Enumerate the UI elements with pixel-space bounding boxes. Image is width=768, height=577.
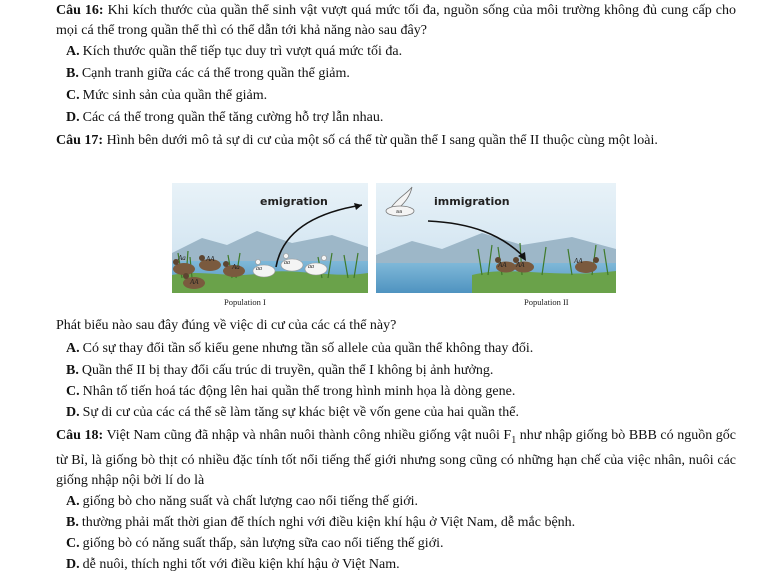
bird-label: aa [284,260,290,266]
option-text: Cạnh tranh giữa các cá thể trong quần thể giảm. [81,66,350,81]
q17-option-b[interactable] [66,361,736,381]
q18-option-b[interactable] [66,513,736,533]
q16-option-a[interactable] [66,42,736,62]
question-text-part1: Việt Nam cũng đã nhập và nhân nuôi thành công nhiều giống vật nuôi F [106,428,512,443]
immigration-label: immigration [434,195,510,208]
option-letter: A. [66,494,80,509]
option-text: giống bò cho năng suất và chất lượng cao nổi tiếng thế giới. [82,494,419,509]
option-letter: B. [66,515,79,530]
population-1-label: Population I [224,297,266,307]
option-letter: D. [66,110,80,125]
question-17-prompt: Phát biểu nào sau đây đúng về việc di cư của các cá thể này? [56,318,397,333]
option-text: Kích thước quần thể tiếp tục duy trì vượt quá mức tối đa. [82,44,403,59]
option-text: thường phải mất thời gian để thích nghi với điều kiện khí hậu ở Việt Nam, dễ mắc bệnh. [81,515,576,530]
flying-bird-label: aa [396,209,403,215]
question-16-stem [56,1,736,41]
q16-option-d[interactable] [66,108,736,128]
q17-option-d[interactable] [66,403,736,423]
question-17-stem [56,131,736,151]
question-text: Hình bên dưới mô tả sự di cư của một số cá thể từ quần thể I sang quần thể II thuộc cùng một loài. [106,133,658,148]
q18-option-c[interactable] [66,534,736,554]
question-text-part2: như nhập giống bò BBB có nguồn gốc từ Bỉ, là giống bò thịt có nhiều đặc tính tốt nổi tiếng thế giới nhưng song cũng có những hạn chế của việc nhân, nuôi các giống nhập nội bởi lí do là [56,428,737,488]
q18-option-a[interactable] [66,492,736,512]
q18-option-d[interactable] [66,555,736,575]
option-letter: D. [66,405,80,420]
option-letter: C. [66,88,80,103]
option-text: dễ nuôi, thích nghi tốt với điều kiện khí hậu ở Việt Nam. [82,557,400,572]
bird-label: AA [190,278,199,286]
right-grass [472,271,616,293]
bird-label: Aa [178,254,186,262]
q17-option-c[interactable] [66,382,736,402]
option-text: Sự di cư của các cá thể sẽ làm tăng sự khác biệt về vốn gene của hai quần thể. [82,405,519,420]
bird-label: AA [206,255,215,263]
option-text: giống bò có năng suất thấp, sản lượng sữa cao nổi tiếng thế giới. [82,536,444,551]
question-number: Câu 17: [56,133,104,148]
q16-option-c[interactable] [66,86,736,106]
question-number: Câu 16: [56,3,104,18]
population-2-label: Population II [524,297,569,307]
bird-label: AA [574,257,583,265]
option-text: Mức sinh sản của quần thể giảm. [82,88,268,103]
q16-option-b[interactable] [66,64,736,84]
option-letter: B. [66,363,79,378]
option-letter: A. [66,341,80,356]
bird-label: aa [256,266,262,272]
bird-label: AA [498,261,507,269]
option-letter: D. [66,557,80,572]
option-text: Nhân tố tiến hoá tác động lên hai quần thể trong hình minh họa là dòng gene. [82,384,516,399]
bird-label: AA [516,261,525,269]
option-letter: C. [66,536,80,551]
option-text: Các cá thể trong quần thể tăng cường hỗ trợ lẫn nhau. [82,110,384,125]
option-text: Có sự thay đổi tần số kiểu gene nhưng tần số allele của quần thể không thay đổi. [82,341,534,356]
emigration-label: emigration [260,195,328,208]
question-text: Khi kích thước của quần thể sinh vật vượt quá mức tối đa, nguồn sống của môi trường không đủ cung cấp cho mọi cá thể trong quần thể thì có thể dẫn tới khả năng nào sau đây? [56,3,737,38]
option-letter: B. [66,66,79,81]
migration-figure [172,183,616,310]
q17-option-a[interactable] [66,339,736,359]
option-text: Quần thể II bị thay đổi cấu trúc di truyền, quần thể I không bị ảnh hưởng. [81,363,494,378]
question-number: Câu 18: [56,428,104,443]
question-18-stem [56,426,736,491]
option-letter: A. [66,44,80,59]
subscript: 1 [511,434,517,446]
bird-label: aa [308,264,314,270]
bird-label: Aa [232,263,240,271]
option-letter: C. [66,384,80,399]
migration-illustration [172,183,616,310]
